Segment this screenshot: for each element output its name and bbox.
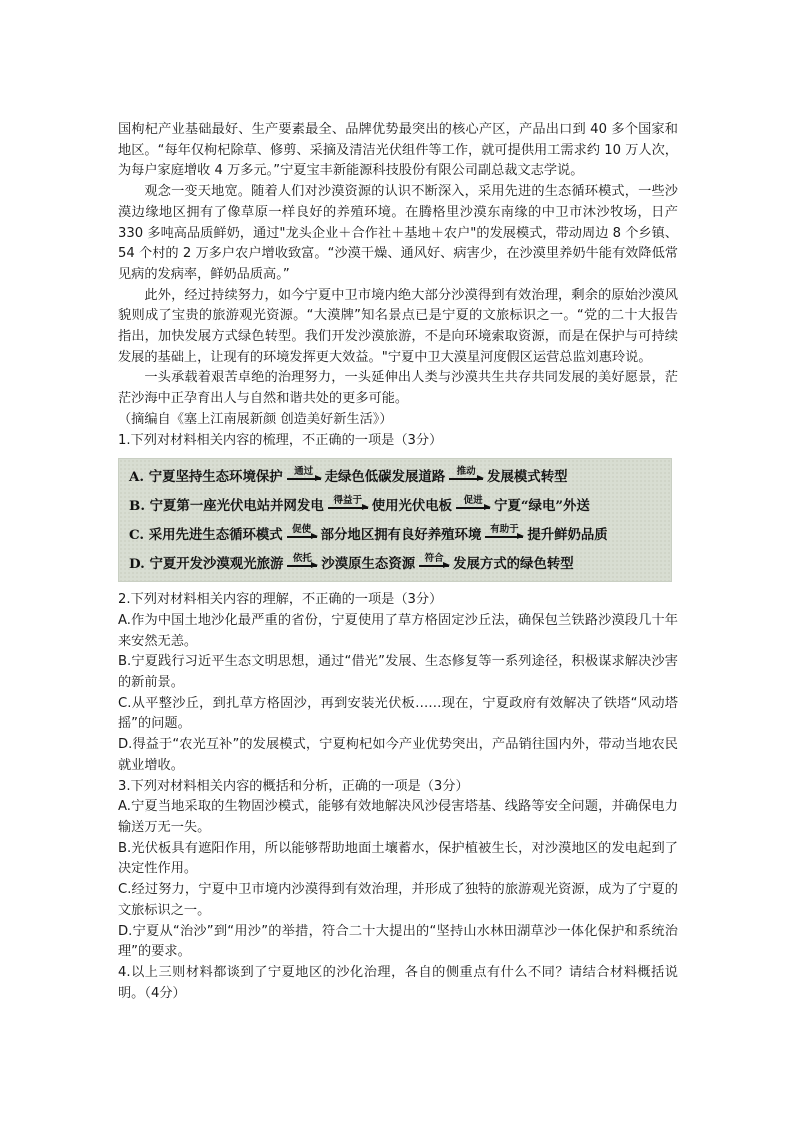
q1-row-b-end: 宁夏“绿电”外送: [494, 497, 590, 514]
q1-row-d-end: 发展方式的绿色转型: [453, 555, 574, 572]
exam-page: [118, 120, 678, 1004]
paragraph-2: 观念一变天地宽。随着人们对沙漠资源的认识不断深入，采用先进的生态循环模式，一些沙漠边缘地区拥有了像草原一样良好的养殖环境。在腾格里沙漠东南缘的中卫市沐沙牧场，日产 330 多吨高品质鲜奶，通过"龙头企业＋合作社＋基地＋农户"的发展模式，带动周边 8 个乡镇、54 个村的 2 万多户农户增收致富。“沙漠干燥、通风好、病害少，在沙漠里养奶牛能有效降低常见病的发病率，鲜奶品质高。”: [118, 184, 678, 282]
source-citation: （摘编自《塞上江南展新颜 创造美好新生活》）: [118, 411, 393, 427]
q1-row-c-middle: 部分地区拥有良好养殖环境: [320, 526, 482, 543]
q1-row-d-arrow-1: [287, 554, 317, 567]
q1-row-c-arrow-2: [485, 525, 523, 538]
q1-row-d-middle: 沙漠原生态资源: [321, 555, 416, 572]
paragraph-1: 国枸杞产业基础最好、生产要素最全、品牌优势最突出的核心产区，产品出口到 40 多个国家和地区。“每年仅枸杞除草、修剪、采摘及清洁光伏组件等工作，就可提供用工需求约 10 万人次，为每户家庭增收 4 万多元。”宁夏宝丰新能源科技股份有限公司副总裁文志学说。: [118, 122, 678, 179]
q1-row-b-arrow-1: [328, 496, 368, 509]
q1-row-c-start: C. 采用先进生态循环模式: [129, 526, 283, 543]
q1-row-a-arrow-2: [449, 467, 483, 480]
q2-option-c: C.从平整沙丘，到扎草方格固沙，再到安装光伏板……现在，宁夏政府有效解决了铁塔“风动塔摇”的问题。: [118, 695, 678, 732]
q1-row-c-arrow-1-label: 促使: [292, 524, 312, 535]
arrow-right-icon: [485, 536, 523, 538]
arrow-right-icon: [287, 565, 317, 567]
q1-row-c-arrow-2-label: 有助于: [490, 524, 519, 535]
q1-row-a: [129, 463, 665, 491]
q1-row-d-arrow-1-label: 依托: [292, 553, 312, 564]
question-4-stem: 4.以上三则材料都谈到了宁夏地区的沙化治理，各自的侧重点有什么不同？请结合材料概括说明。（4分）: [118, 964, 678, 1001]
q1-row-a-arrow-1-label: 通过: [294, 466, 314, 477]
q1-row-a-arrow-1: [287, 467, 321, 480]
q1-row-d-arrow-2: [419, 554, 449, 567]
q1-row-b-arrow-2-label: 促进: [463, 495, 483, 506]
q3-option-c: C.经过努力，宁夏中卫市境内沙漠得到有效治理，并形成了独特的旅游观光资源，成为了宁夏的文旅标识之一。: [118, 882, 678, 918]
arrow-right-icon: [287, 478, 321, 480]
q1-row-b-arrow-2: [456, 496, 490, 509]
question-3-stem: 3.下列对材料相关内容的概括和分析，正确的一项是（3分）: [118, 778, 469, 794]
q1-row-a-middle: 走绿色低碳发展道路: [324, 468, 446, 485]
q1-row-b-start: B. 宁夏第一座光伏电站并网发电: [129, 497, 324, 514]
q1-row-d-arrow-2-label: 符合: [424, 553, 444, 564]
q1-row-a-arrow-2-label: 推动: [456, 466, 476, 477]
q1-flow-diagram: [118, 458, 672, 582]
q2-option-b: B.宁夏践行习近平生态文明思想，通过“借光”发展、生态修复等一系列途径，积极谋求解决沙害的新前景。: [118, 654, 678, 691]
q1-row-b: [129, 492, 665, 520]
q1-row-b-middle: 使用光伏电板: [371, 497, 453, 514]
q1-row-b-arrow-1-label: 得益于: [333, 495, 362, 506]
arrow-right-icon: [287, 536, 317, 538]
q2-option-a: A.作为中国土地沙化最严重的省份，宁夏使用了草方格固定沙丘法，确保包兰铁路沙漠段几十年来安然无恙。: [118, 612, 678, 649]
question-1-stem: 1.下列对材料相关内容的梳理，不正确的一项是（3分）: [118, 432, 443, 448]
q1-row-a-end: 发展模式转型: [487, 468, 568, 485]
q1-row-c: [129, 521, 665, 549]
paragraph-4: 一头承载着艰苦卓绝的治理努力，一头延伸出人类与沙漠共生共存共同发展的美好愿景，茫茫沙海中正孕育出人与自然和谐共处的更多可能。: [118, 370, 678, 407]
q3-option-b: B.光伏板具有遮阳作用，所以能够帮助地面土壤蓄水，保护植被生长，对沙漠地区的发电起到了决定性作用。: [118, 840, 678, 877]
q1-row-c-end: 提升鲜奶品质: [527, 526, 608, 543]
paragraph-3: 此外，经过持续努力，如今宁夏中卫市境内绝大部分沙漠得到有效治理，剩余的原始沙漠风貌则成了宝贵的旅游观光资源。“大漠牌”知名景点已是宁夏的文旅标识之一。“党的二十大报告指出，加快发展方式绿色转型。我们开发沙漠旅游，不是向环境索取资源，而是在保护与可持续发展的基础上，让现有的环境发挥更大效益。"宁夏中卫大漠星河度假区运营总监刘惠玲说。: [118, 287, 678, 365]
arrow-right-icon: [419, 565, 449, 567]
q1-row-d: [129, 550, 665, 578]
q1-row-a-start: A. 宁夏坚持生态环境保护: [129, 468, 283, 485]
arrow-right-icon: [456, 507, 490, 509]
arrow-right-icon: [449, 478, 483, 480]
q2-option-d: D.得益于“农光互补”的发展模式，宁夏枸杞如今产业优势突出，产品销往国内外，带动当地农民就业增收。: [118, 737, 678, 773]
question-2-stem: 2.下列对材料相关内容的理解，不正确的一项是（3分）: [118, 592, 443, 608]
q1-row-c-arrow-1: [287, 525, 317, 538]
arrow-right-icon: [328, 507, 368, 509]
q3-option-a: A.宁夏当地采取的生物固沙模式，能够有效地解决风沙侵害塔基、线路等安全问题，并确保电力输送万无一失。: [118, 799, 678, 835]
q1-row-d-start: D. 宁夏开发沙漠观光旅游: [129, 555, 284, 572]
q3-option-d: D.宁夏从“治沙”到“用沙”的举措，符合二十大提出的“坚持山水林田湖草沙一体化保护和系统治理”的要求。: [118, 923, 678, 960]
